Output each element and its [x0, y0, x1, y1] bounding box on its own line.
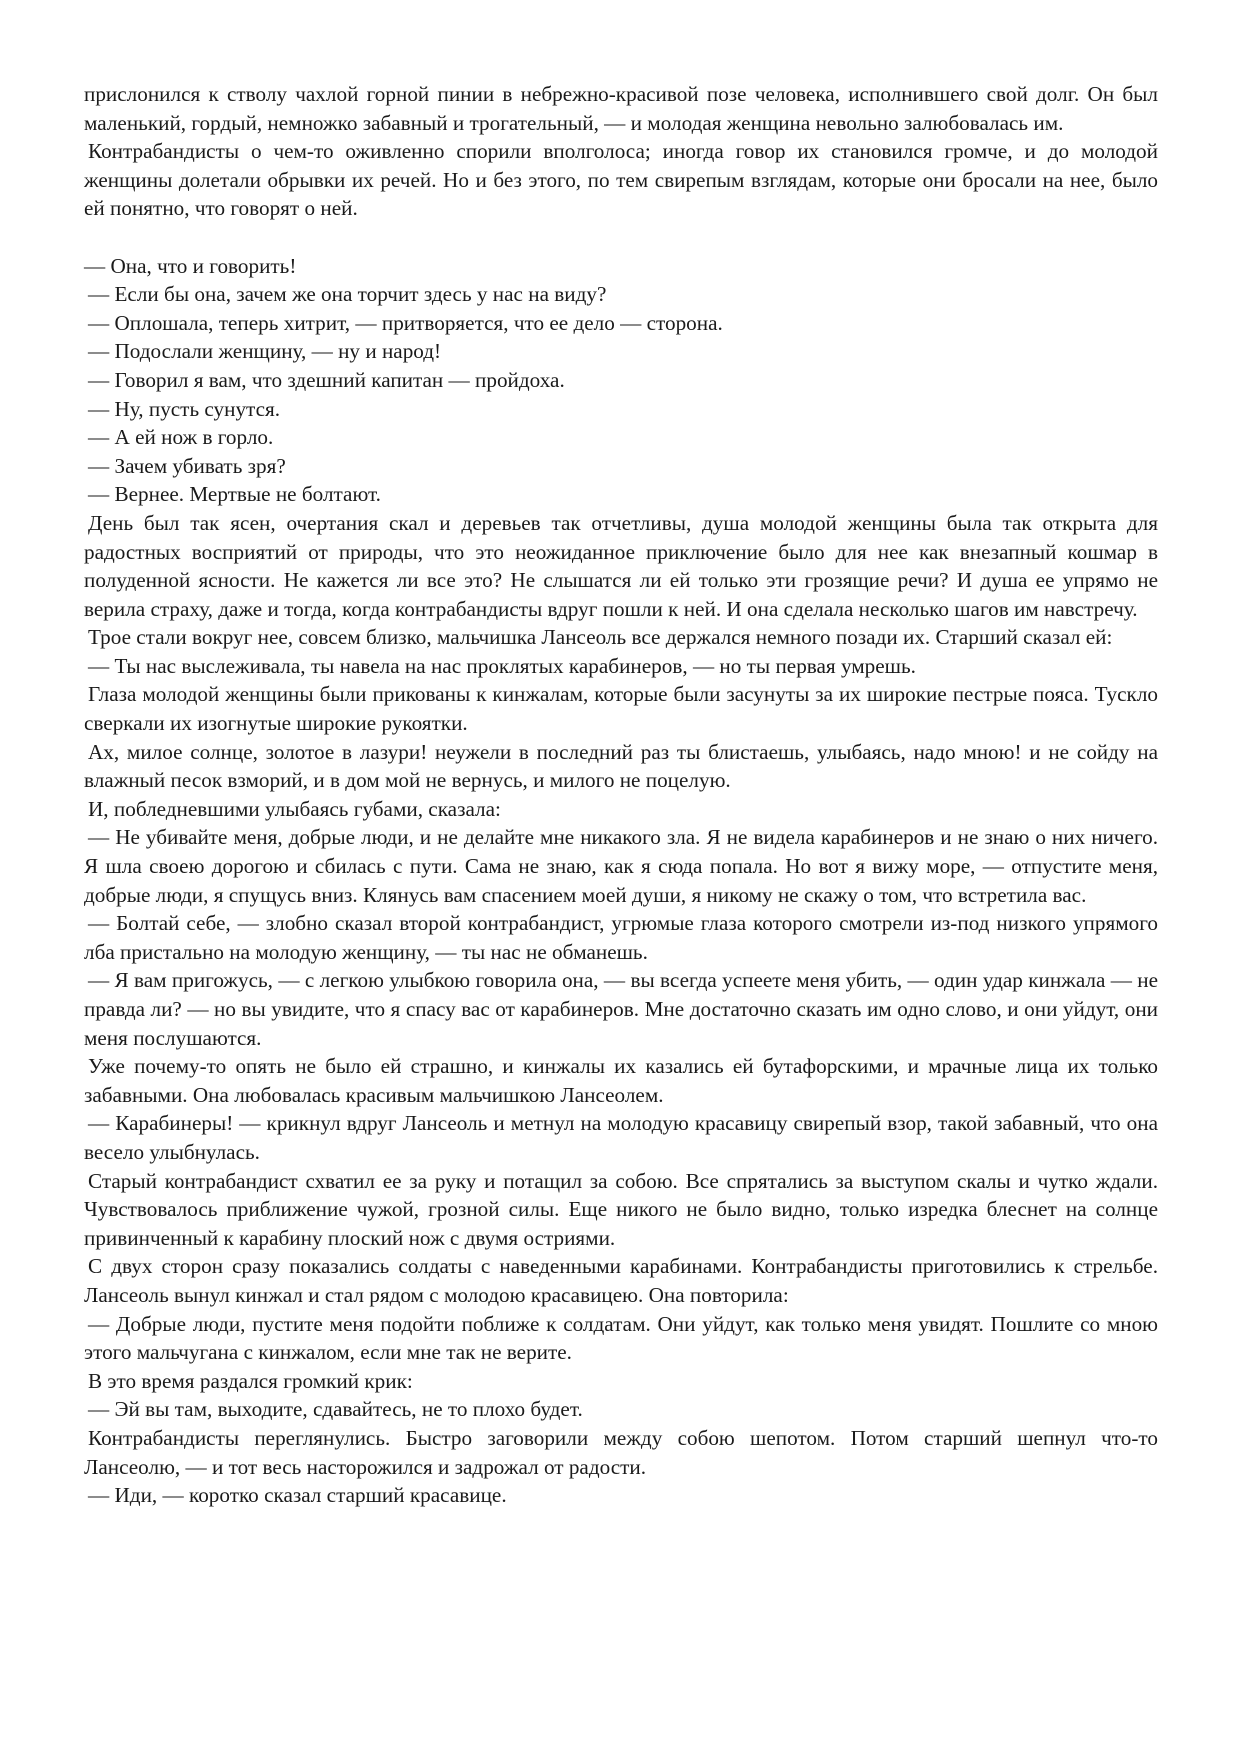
dialogue-line-14: — Карабинеры! — крикнул вдруг Лансеоль и метнул на молодую красавицу свирепый взор, такой забавный, что она весело улыбнулась.	[84, 1111, 1158, 1164]
dialogue-line-5: — Говорил я вам, что здешний капитан — пройдоха.	[88, 367, 565, 392]
paragraph-narration-8: Уже почему-то опять не было ей страшно, и кинжалы их казались ей бутафорскими, и мрачные лица их только забавными. Она любовалась красивым мальчишкою Лансеолем.	[84, 1054, 1158, 1107]
paragraph-narration-10: С двух сторон сразу показались солдаты с наведенными карабинами. Контрабандисты приготовились к стрельбе. Лансеоль вынул кинжал и стал рядом с молодою красавицею. Она повторила:	[84, 1254, 1158, 1307]
dialogue-line-12: — Болтай себе, — злобно сказал второй контрабандист, угрюмые глаза которого смотрели из-под низкого упрямого лба пристально на молодую женщину, — ты нас не обманешь.	[84, 911, 1158, 964]
paragraph-narration-3: День был так ясен, очертания скал и деревьев так отчетливы, душа молодой женщины была так открыта для радостных восприятий от природы, что это неожиданное приключение было для нее как внезапный кошмар в полуденной ясности. Не кажется ли все это? Не слышатся ли ей только эти грозящие речи? И душа ее упрямо не верила страху, даже и тогда, когда контрабандисты вдруг пошли к ней. И она сделала несколько шагов им навстречу.	[84, 510, 1158, 621]
dialogue-line-6: — Ну, пусть сунутся.	[88, 396, 281, 421]
dialogue-line-7: — А ей нож в горло.	[88, 425, 274, 450]
dialogue-line-2: — Если бы она, зачем же она торчит здесь у нас на виду?	[88, 282, 607, 307]
paragraph-narration-7: И, побледневшими улыбаясь губами, сказала:	[88, 796, 501, 821]
dialogue-line-17: — Иди, — коротко сказал старший красавице.	[88, 1483, 507, 1508]
dialogue-line-10: — Ты нас выслеживала, ты навела на нас проклятых карабинеров, — но ты первая умрешь.	[88, 653, 916, 678]
document-page	[84, 80, 1158, 1510]
dialogue-line-11: — Не убивайте меня, добрые люди, и не делайте мне никакого зла. Я не видела карабинеров и не знаю о них ничего. Я шла своею дорогою и сбилась с пути. Сама не знаю, как я сюда попала. Но вот я вижу море, — отпустите меня, добрые люди, я спущусь вниз. Клянусь вам спасением моей души, я никому не скажу о том, что встретила вас.	[84, 825, 1158, 907]
dialogue-line-8: — Зачем убивать зря?	[88, 453, 286, 478]
paragraph-narration-6: Ах, милое солнце, золотое в лазури! неужели в последний раз ты блистаешь, улыбаясь, надо мною! и не сойду на влажный песок взморий, и в дом мой не вернусь, и милого не поцелую.	[84, 739, 1158, 793]
paragraph-narration-9: Старый контрабандист схватил ее за руку и потащил за собою. Все спрятались за выступом скалы и чутко ждали. Чувствовалось приближение чужой, грозной силы. Еще никого не было видно, только изредка блеснет на солнце привинченный к карабину плоский нож с двумя остриями.	[84, 1168, 1158, 1250]
dialogue-line-13: — Я вам пригожусь, — с легкою улыбкою говорила она, — вы всегда успеете меня убить, — один удар кинжала — не правда ли? — но вы увидите, что я спасу вас от карабинеров. Мне достаточно сказать им одно слово, и они уйдут, они меня послушаются.	[84, 968, 1158, 1050]
paragraph-narration-12: Контрабандисты переглянулись. Быстро заговорили между собою шепотом. Потом старший шепнул что-то Лансеолю, — и тот весь насторожился и задрожал от радости.	[84, 1425, 1158, 1479]
dialogue-line-4: — Подослали женщину, — ну и народ!	[88, 339, 442, 364]
paragraph-narration-4: Трое стали вокруг нее, совсем близко, мальчишка Лансеоль все держался немного позади их. Старший сказал ей:	[88, 625, 1113, 650]
dialogue-line-16: — Эй вы там, выходите, сдавайтесь, не то плохо будет.	[88, 1397, 583, 1422]
dialogue-line-9: — Вернее. Мертвые не болтают.	[88, 482, 381, 507]
dialogue-line-3: — Оплошала, теперь хитрит, — притворяется, что ее дело — сторона.	[88, 310, 723, 335]
dialogue-line-1: — Она, что и говорить!	[84, 253, 297, 278]
paragraph-narration-11: В это время раздался громкий крик:	[88, 1368, 413, 1393]
paragraph-gap	[84, 223, 1158, 252]
paragraph-narration-1: прислонился к стволу чахлой горной пинии в небрежно-красивой позе человека, исполнившего свой долг. Он был маленький, гордый, немножко забавный и трогательный, — и молодая женщина невольно залюбовалась им.	[84, 82, 1158, 135]
paragraph-narration-2: Контрабандисты о чем-то оживленно спорили вполголоса; иногда говор их становился громче, и до молодой женщины долетали обрывки их речей. Но и без этого, по тем свирепым взглядам, которые они бросали на нее, было ей понятно, что говорят о ней.	[84, 139, 1158, 221]
dialogue-line-15: — Добрые люди, пустите меня подойти поближе к солдатам. Они уйдут, как только меня увидят. Пошлите со мною этого мальчугана с кинжалом, если мне так не верите.	[84, 1311, 1158, 1365]
paragraph-narration-5: Глаза молодой женщины были прикованы к кинжалам, которые были засунуты за их широкие пестрые пояса. Тускло сверкали их изогнутые широкие рукоятки.	[84, 682, 1158, 736]
